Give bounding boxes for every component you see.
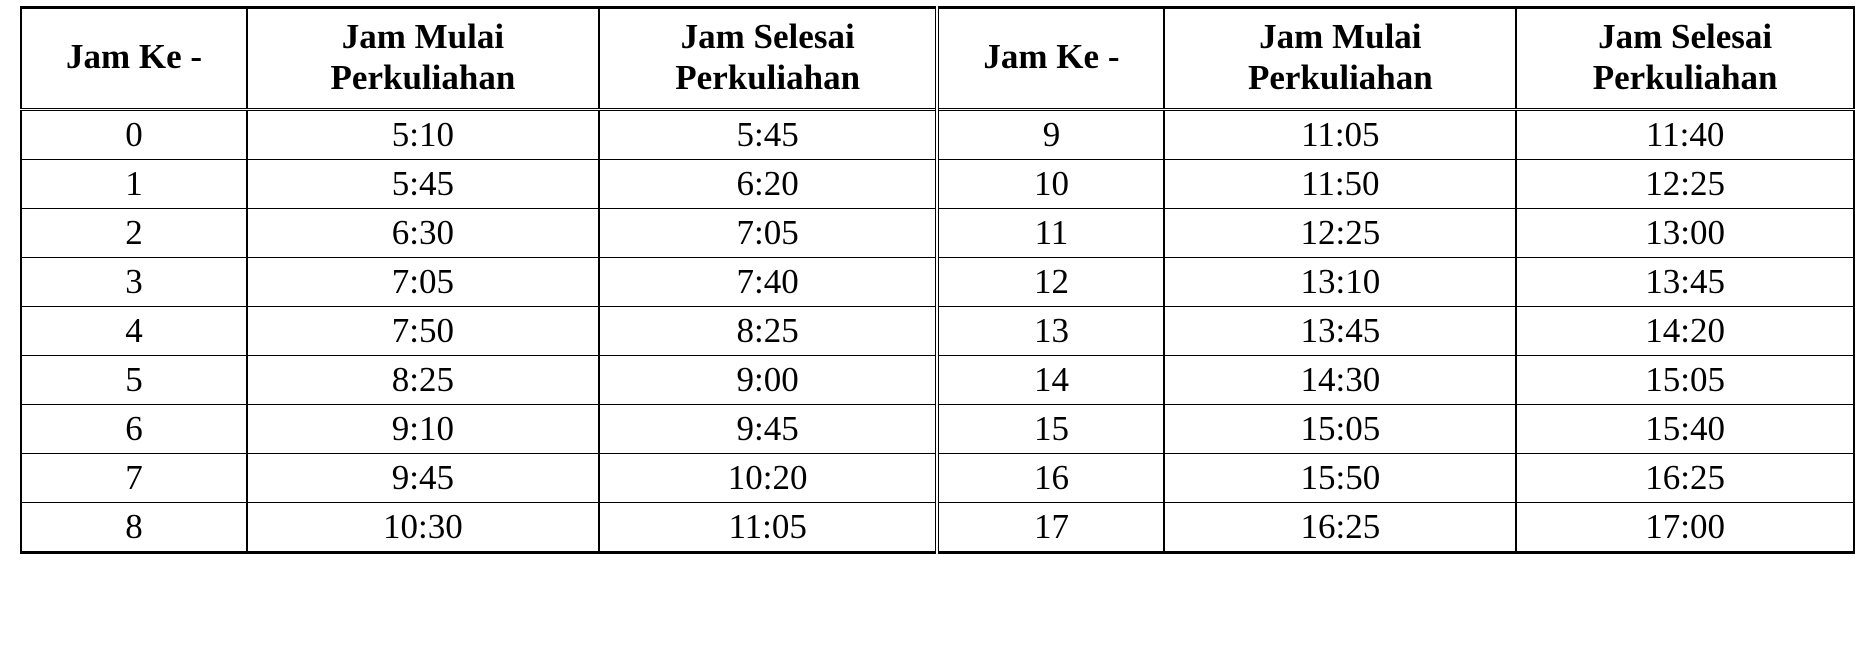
header-jam-selesai-left-line2: Perkuliahan (675, 57, 861, 97)
header-jam-ke-left (21, 8, 247, 110)
cell-right-start: 15:50 (1164, 454, 1516, 503)
cell-left-end: 7:05 (599, 209, 938, 258)
cell-right-end: 13:00 (1516, 209, 1854, 258)
cell-left-end: 11:05 (599, 503, 938, 553)
cell-right-no: 16 (937, 454, 1164, 503)
cell-right-no: 12 (937, 258, 1164, 307)
cell-right-end: 17:00 (1516, 503, 1854, 553)
cell-right-end: 15:05 (1516, 356, 1854, 405)
table-row (21, 503, 1854, 553)
cell-left-end: 6:20 (599, 160, 938, 209)
cell-right-no: 11 (937, 209, 1164, 258)
header-jam-selesai-left (599, 8, 938, 110)
cell-left-no: 0 (21, 110, 247, 160)
cell-left-start: 10:30 (247, 503, 599, 553)
header-jam-selesai-left-line1: Jam Selesai (680, 17, 855, 56)
cell-left-start: 6:30 (247, 209, 599, 258)
table-header (21, 8, 1854, 110)
table-row (21, 405, 1854, 454)
cell-left-no: 7 (21, 454, 247, 503)
header-jam-ke-left-label: Jam Ke - (65, 37, 203, 77)
cell-left-end: 9:00 (599, 356, 938, 405)
cell-left-end: 9:45 (599, 405, 938, 454)
cell-right-start: 13:45 (1164, 307, 1516, 356)
cell-right-end: 14:20 (1516, 307, 1854, 356)
cell-left-end: 5:45 (599, 110, 938, 160)
cell-right-end: 13:45 (1516, 258, 1854, 307)
header-jam-mulai-right-line1: Jam Mulai (1259, 17, 1422, 56)
table-row (21, 209, 1854, 258)
cell-left-no: 1 (21, 160, 247, 209)
header-jam-selesai-right-line1: Jam Selesai (1598, 17, 1773, 56)
cell-right-end: 16:25 (1516, 454, 1854, 503)
cell-left-start: 5:45 (247, 160, 599, 209)
header-jam-mulai-left-line1: Jam Mulai (341, 17, 505, 56)
cell-right-no: 15 (937, 405, 1164, 454)
header-jam-mulai-right (1164, 8, 1516, 110)
cell-left-start: 7:50 (247, 307, 599, 356)
cell-left-no: 6 (21, 405, 247, 454)
cell-left-end: 10:20 (599, 454, 938, 503)
cell-right-end: 11:40 (1516, 110, 1854, 160)
cell-right-no: 10 (937, 160, 1164, 209)
cell-right-start: 11:50 (1164, 160, 1516, 209)
cell-right-start: 14:30 (1164, 356, 1516, 405)
cell-left-no: 2 (21, 209, 247, 258)
cell-left-start: 9:45 (247, 454, 599, 503)
cell-left-start: 7:05 (247, 258, 599, 307)
cell-left-no: 3 (21, 258, 247, 307)
cell-left-no: 4 (21, 307, 247, 356)
header-jam-ke-right (937, 8, 1164, 110)
table-row (21, 307, 1854, 356)
table-row (21, 356, 1854, 405)
header-jam-selesai-right (1516, 8, 1854, 110)
cell-right-start: 16:25 (1164, 503, 1516, 553)
cell-left-end: 7:40 (599, 258, 938, 307)
table-row (21, 454, 1854, 503)
cell-right-start: 12:25 (1164, 209, 1516, 258)
cell-right-no: 9 (937, 110, 1164, 160)
table-row (21, 160, 1854, 209)
cell-right-start: 11:05 (1164, 110, 1516, 160)
table-header-row (21, 8, 1854, 110)
header-jam-mulai-left-line2: Perkuliahan (330, 57, 516, 97)
header-jam-selesai-right-line2: Perkuliahan (1592, 57, 1778, 97)
lecture-hours-table (20, 6, 1855, 554)
cell-left-no: 8 (21, 503, 247, 553)
cell-right-no: 14 (937, 356, 1164, 405)
header-jam-mulai-right-line2: Perkuliahan (1247, 57, 1433, 97)
cell-left-end: 8:25 (599, 307, 938, 356)
cell-left-start: 8:25 (247, 356, 599, 405)
header-jam-ke-right-label: Jam Ke - (983, 37, 1120, 77)
cell-right-no: 17 (937, 503, 1164, 553)
table-row (21, 258, 1854, 307)
cell-right-start: 13:10 (1164, 258, 1516, 307)
header-jam-mulai-left (247, 8, 599, 110)
cell-right-start: 15:05 (1164, 405, 1516, 454)
cell-right-no: 13 (937, 307, 1164, 356)
cell-left-start: 5:10 (247, 110, 599, 160)
cell-left-no: 5 (21, 356, 247, 405)
cell-right-end: 15:40 (1516, 405, 1854, 454)
cell-right-end: 12:25 (1516, 160, 1854, 209)
table-body (21, 110, 1854, 553)
cell-left-start: 9:10 (247, 405, 599, 454)
table-row (21, 110, 1854, 160)
